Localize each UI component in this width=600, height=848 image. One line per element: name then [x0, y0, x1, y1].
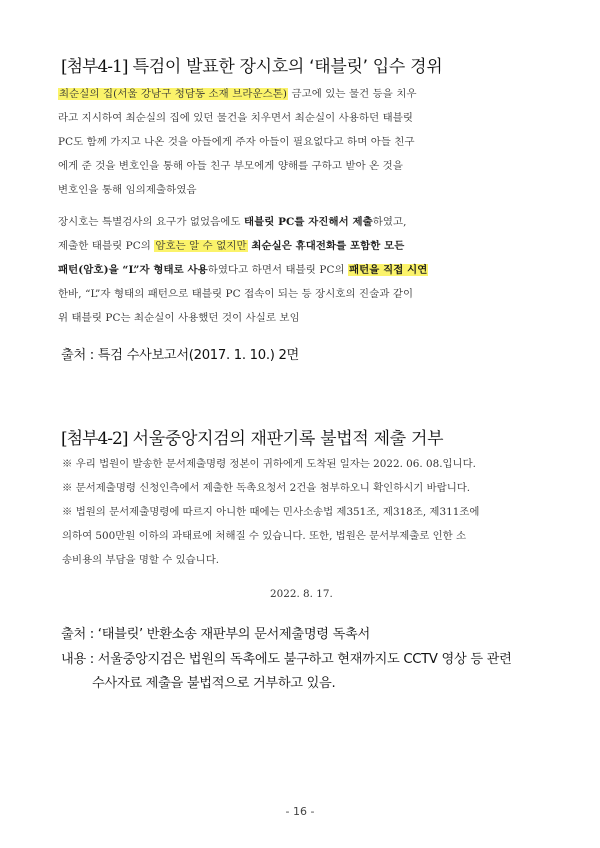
excerpt2-l1-bold: 태블릿 PC를 자진해서 제출 [243, 216, 373, 228]
section2-source: 출처 : ‘태블릿’ 반환소송 재판부의 문서제출명령 독촉서 [61, 627, 370, 642]
excerpt3-line: 송비용의 부담을 명할 수 있습니다. [62, 554, 220, 566]
excerpt1-line1-rest: 금고에 있는 물건 등을 치우 [288, 88, 417, 100]
excerpt2-l3-b: 하였다고 하면서 태블릿 PC의 [207, 264, 349, 276]
excerpt2-line [58, 234, 528, 258]
excerpt1-line: PC도 함께 가지고 나온 것을 아들에게 주자 아들이 필요없다고 하며 아들 친구 [58, 136, 415, 148]
section2-excerpt [62, 452, 542, 572]
excerpt2-line: 위 태블릿 PC는 최순실이 사용했던 것이 사실로 보임 [58, 312, 300, 324]
section1-title-text: 특검이 발표한 장시호의 ‘태블릿’ 입수 경위 [127, 57, 443, 77]
highlight-pattern: 패턴을 직접 시연 [349, 264, 428, 276]
excerpt2-l2-a: 제출한 태블릿 PC의 [58, 240, 155, 252]
section1-excerpt-1 [58, 82, 528, 202]
section1-source: 출처 : 특검 수사보고서(2017. 1. 10.) 2면 [61, 348, 299, 363]
section2-tag: [첨부4-2] [61, 429, 128, 449]
section2-title [61, 424, 443, 449]
excerpt2-l2-bold: 최순실은 휴대전화를 포함한 모든 [247, 240, 405, 252]
section2-content-line2: 수사자료 제출을 불법적으로 거부하고 있음. [92, 676, 336, 691]
highlight-password: 암호는 알 수 없지만 [155, 240, 247, 252]
section1-title [61, 52, 442, 77]
excerpt3-line: ※ 문서제출명령 신청인측에서 제출한 독촉요청서 2건을 첨부하오니 확인하시기 바랍니다. [62, 482, 471, 494]
excerpt2-line [58, 210, 528, 234]
section1-tag: [첨부4-1] [61, 57, 128, 77]
excerpt1-line: 변호인을 통해 임의제출하였음 [58, 184, 197, 196]
section1-excerpt-2 [58, 210, 528, 330]
excerpt1-line: 에게 준 것을 변호인을 통해 아들 친구 부모에게 양해를 구하고 받아 온 것을 [58, 160, 403, 172]
excerpt2-line [58, 258, 528, 282]
excerpt2-l3-bold: 패턴(암호)을 “L”자 형태로 사용 [58, 264, 208, 276]
excerpt1-line [58, 82, 528, 106]
section2-content-line1: 내용 : 서울중앙지검은 법원의 독촉에도 불구하고 현재까지도 CCTV 영상 등 관련 [61, 652, 512, 667]
document-date: 2022. 8. 17. [270, 588, 333, 600]
excerpt2-l1-c: 하였고, [372, 216, 407, 228]
page-number: - 16 - [285, 805, 315, 818]
excerpt2-line: 한바, “L”자 형태의 패턴으로 태블릿 PC 접속이 되는 등 장시호의 진술과 같이 [58, 288, 414, 300]
excerpt2-l1-a: 장시호는 특별검사의 요구가 없었음에도 [58, 216, 244, 228]
highlight-address: 최순실의 집(서울 강남구 청담동 소재 브라운스톤) [59, 88, 288, 100]
excerpt1-line: 라고 지시하여 최순실의 집에 있던 물건을 치우면서 최순실이 사용하던 태블릿 [58, 112, 414, 124]
excerpt3-line: 의하여 500만원 이하의 과태료에 처해질 수 있습니다. 또한, 법원은 문서부제출로 인한 소 [62, 530, 467, 542]
excerpt3-line: ※ 우리 법원이 발송한 문서제출명령 정본이 귀하에게 도착된 일자는 2022. 06. 08.입니다. [62, 458, 476, 470]
excerpt3-line: ※ 법원의 문서제출명령에 따르지 아니한 때에는 민사소송법 제351조, 제318조, 제311조에 [62, 506, 480, 518]
section2-title-text: 서울중앙지검의 재판기록 불법적 제출 거부 [127, 429, 444, 449]
